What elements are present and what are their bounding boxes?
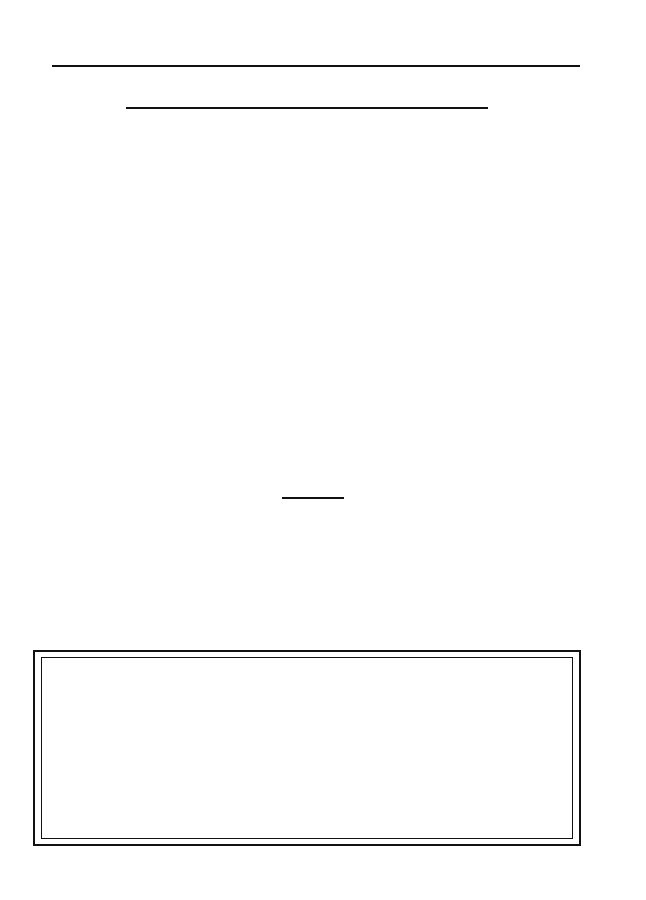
section-divider	[282, 497, 344, 499]
title-underline	[52, 65, 580, 67]
advertisement-inner-frame	[41, 657, 573, 839]
subtitle-underline	[126, 107, 488, 109]
